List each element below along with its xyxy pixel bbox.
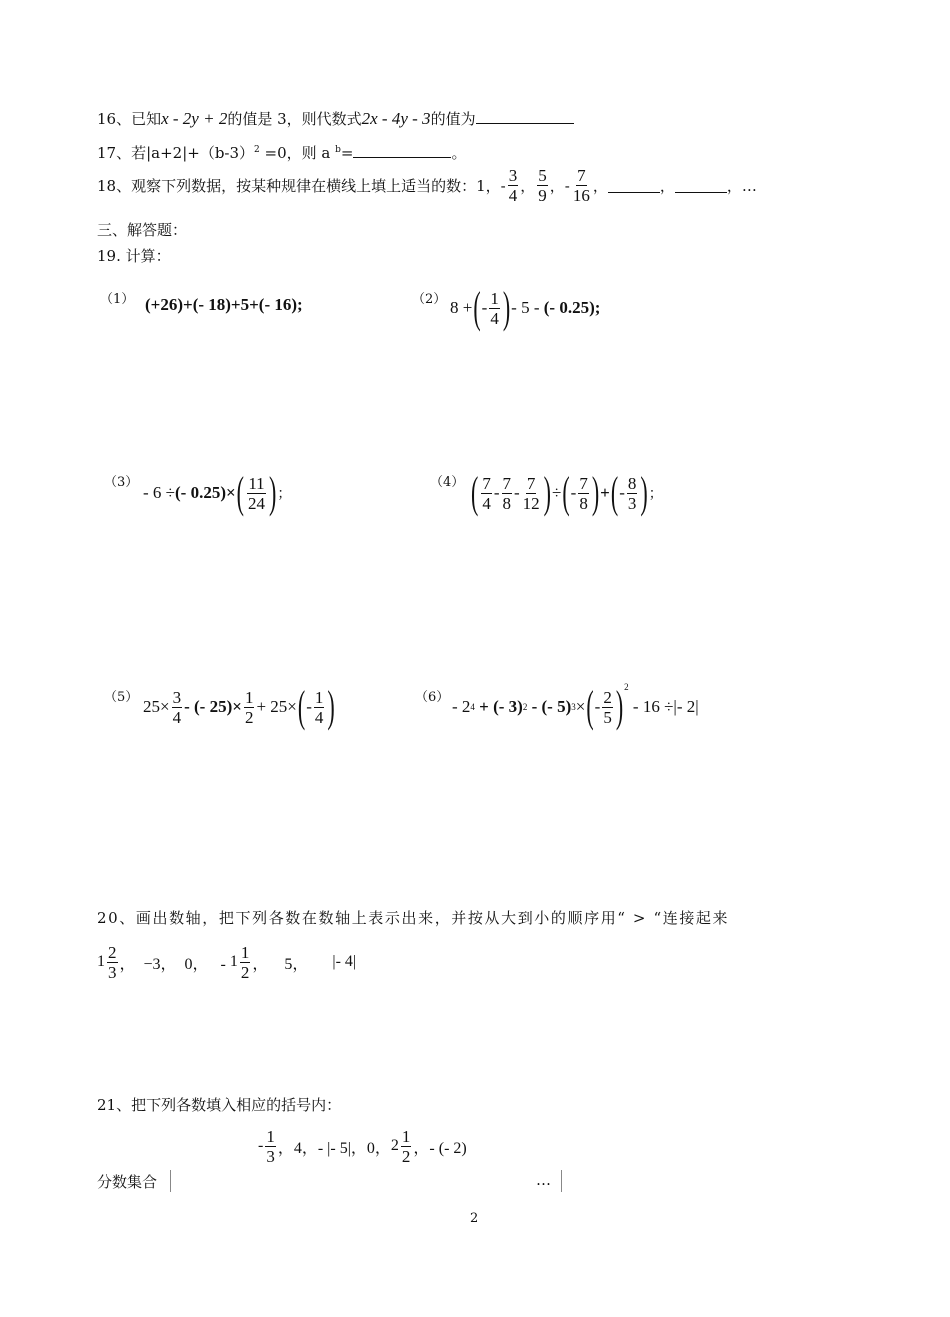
part-label: （3） [104, 475, 139, 490]
question-16: 16、已知x - 2y + 2的值是 3，则代数式2x - 4y - 3的值为 [97, 109, 574, 129]
part-label: （2） [412, 292, 447, 307]
part-label: （6） [415, 690, 450, 705]
page-number: 2 [470, 1211, 479, 1226]
fraction-set-row [97, 1172, 157, 1192]
fraction: $\frac{3}{4}$ [508, 166, 518, 205]
part-label: （5） [104, 690, 139, 705]
answer-blank[interactable] [608, 178, 660, 193]
set-bracket-left [170, 1170, 171, 1192]
expression-19-6: - 2 4 + (- 3) 2 - (- 5) 3 × ( - $\frac{2}{5}$ ) $^2$ - 16 ÷ | - 2 | [452, 681, 699, 731]
set-ellipsis: … [536, 1171, 551, 1189]
part-label: （4） [430, 475, 465, 490]
answer-blank[interactable] [675, 178, 727, 193]
expression-19-4: ( $\frac{7}{4}$ - $\frac{7}{8}$ - $\frac{7}{12}$ ) ÷ ( - $\frac{7}{8}$ ) + ( - $\frac{8}{3}$ ) ； [471, 467, 663, 517]
expression-2: 2x - 4y - 3 [361, 109, 431, 128]
question-20-numbers: 1 $\frac{2}{3}$ ， −3， 0， - 1 $\frac{1}{2}$ ， 5， | - 4 | [97, 942, 357, 982]
question-17: 17、若$|a+2|+(b-3)^2 =0$，则 a $^b$= 。 [97, 144, 467, 162]
expression-19-3: - 6 ÷ (- 0.25)× ( $\frac{11}{24}$ ) ； [143, 467, 292, 517]
expression-19-1: (+26)+(- 18)+5+(- 16); [145, 295, 303, 314]
question-20: 20、画出数轴，把下列各数在数轴上表示出来，并按从大到小的顺序用“ > “连接起来 [97, 909, 730, 927]
section-heading: 三、解答题： [97, 221, 188, 239]
set-label: 分数集合 [97, 1173, 158, 1191]
expression-19-5: 25× $\frac{3}{4}$ - (- 25)× $\frac{1}{2}$ + 25× ( - $\frac{1}{4}$ ) [143, 681, 335, 731]
part-label: （1） [100, 292, 135, 307]
question-21: 21、把下列各数填入相应的括号内： [97, 1096, 342, 1114]
fraction: $\frac{5}{9}$ [538, 166, 547, 205]
question-18: 18、观察下列数据，按某种规律在横线上填上适当的数： 1，- $\frac{3}{4}$ ， $\frac{5}{9}$ ，- $\frac{7}{16}$ ， ， ， … [97, 166, 757, 205]
expression-19-2: 8 + ( - $\frac{1}{4}$ ) - 5 - (- 0.25) ; [450, 282, 601, 332]
set-bracket-right [561, 1170, 562, 1192]
fraction: $\frac{7}{16}$ [572, 166, 590, 205]
answer-blank[interactable] [476, 109, 574, 124]
expression-1: x - 2y + 2 [161, 109, 228, 128]
question-21-numbers: - $\frac{1}{3}$ ，4，- |- 5|，0， 2 $\frac{1}{2}$ ，- (- 2) [258, 1126, 467, 1166]
answer-blank[interactable] [353, 143, 451, 158]
question-19-title: 19. 计算： [97, 247, 171, 265]
